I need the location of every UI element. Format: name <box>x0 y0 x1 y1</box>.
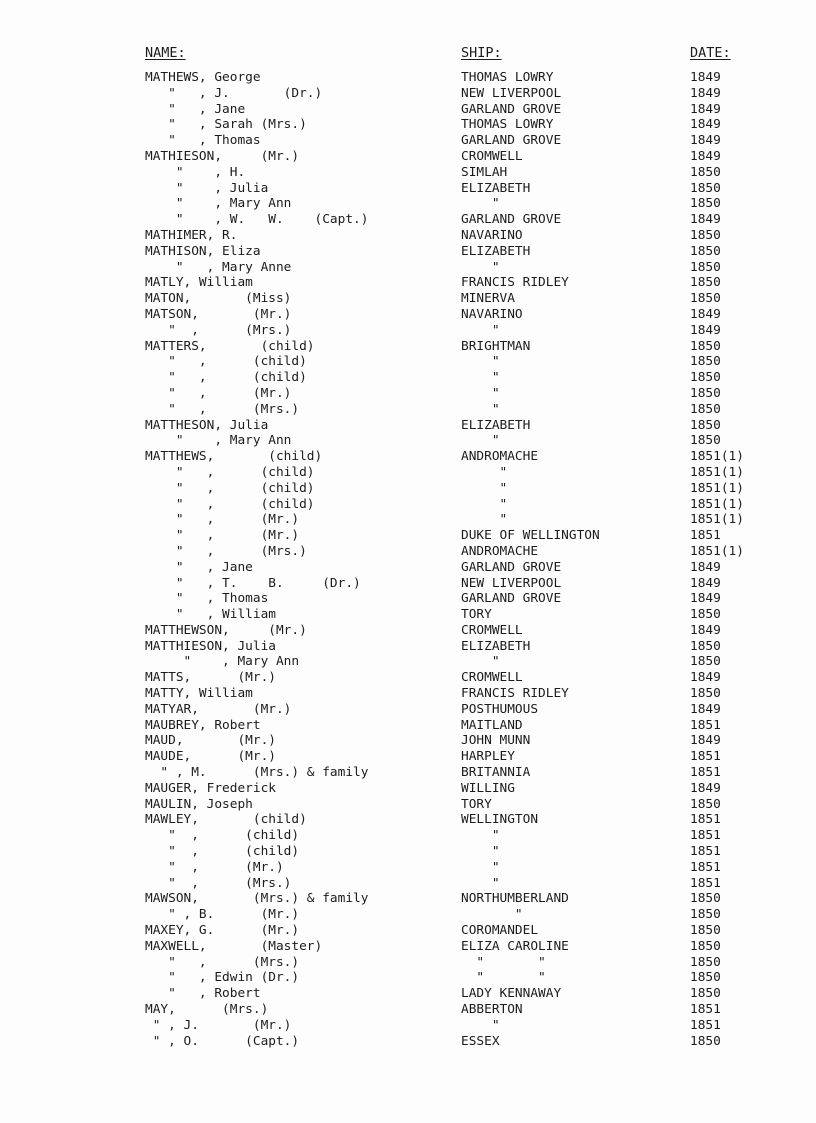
entry-name: " , Thomas <box>145 591 269 607</box>
list-row <box>0 149 816 165</box>
entry-date: 1850 <box>690 385 721 401</box>
entry-ship: FRANCIS RIDLEY <box>461 275 569 291</box>
entry-date: 1849 <box>690 101 721 117</box>
entry-date: 1850 <box>690 275 721 291</box>
entry-date: 1849 <box>690 306 721 322</box>
entry-name: " , (child) <box>145 844 300 860</box>
list-row <box>0 765 816 781</box>
entry-name: " , (Mrs.) <box>145 543 307 559</box>
list-row <box>0 497 816 513</box>
entry-name: " , Mary Ann <box>145 654 300 670</box>
entry-date: 1851 <box>690 1002 721 1018</box>
entry-date: 1850 <box>690 338 721 354</box>
entry-ship: GARLAND GROVE <box>461 591 562 607</box>
entry-name: MATTS, (Mr.) <box>145 670 276 686</box>
entry-ship: ABBERTON <box>461 1002 523 1018</box>
entry-ship: ESSEX <box>461 1033 500 1049</box>
entry-ship: GARLAND GROVE <box>461 212 562 228</box>
entry-date: 1849 <box>690 70 721 85</box>
entry-date: 1850 <box>690 923 721 939</box>
entry-ship: GARLAND GROVE <box>461 133 562 149</box>
list-row <box>0 418 816 434</box>
entry-ship: WILLING <box>461 780 515 796</box>
entry-ship: " <box>461 496 508 512</box>
entry-ship: HARPLEY <box>461 749 515 765</box>
entry-date: 1851 <box>690 1017 721 1033</box>
passenger-list <box>0 70 816 1049</box>
entry-date: 1849 <box>690 780 721 796</box>
header-date: DATE: <box>690 45 731 61</box>
list-row <box>0 955 816 971</box>
entry-ship: ELIZABETH <box>461 243 531 259</box>
entry-ship: " <box>461 875 500 891</box>
header-ship: SHIP: <box>461 45 502 61</box>
entry-name: " , (Mrs.) <box>145 954 300 970</box>
entry-ship: " <box>461 354 500 370</box>
entry-name: MATTY, William <box>145 686 253 702</box>
entry-date: 1851 <box>690 749 721 765</box>
list-row <box>0 481 816 497</box>
list-row <box>0 670 816 686</box>
entry-name: " , (child) <box>145 828 300 844</box>
entry-name: " , M. (Mrs.) & family <box>145 765 369 781</box>
entry-name: " , (Mr.) <box>145 859 284 875</box>
entry-date: 1851 <box>690 875 721 891</box>
entry-name: MATTHESON, Julia <box>145 417 269 433</box>
entry-name: MATYAR, (Mr.) <box>145 701 292 717</box>
column-header-row <box>0 44 816 62</box>
entry-name: " , J. (Mr.) <box>145 1017 292 1033</box>
entry-date: 1850 <box>690 891 721 907</box>
entry-ship: BRITANNIA <box>461 765 531 781</box>
entry-ship: " <box>461 654 500 670</box>
entry-name: MAUBREY, Robert <box>145 717 261 733</box>
list-row <box>0 275 816 291</box>
entry-ship: " <box>461 844 500 860</box>
entry-date: 1851(1) <box>690 464 744 480</box>
entry-ship: " <box>461 907 523 923</box>
entry-ship: LADY KENNAWAY <box>461 986 562 1002</box>
entry-name: " , William <box>145 607 276 623</box>
entry-ship: FRANCIS RIDLEY <box>461 686 569 702</box>
list-row <box>0 560 816 576</box>
entry-date: 1850 <box>690 180 721 196</box>
entry-name: MATHISON, Eliza <box>145 243 261 259</box>
list-row <box>0 654 816 670</box>
entry-ship: " <box>461 196 500 212</box>
entry-date: 1851 <box>690 717 721 733</box>
list-row <box>0 370 816 386</box>
entry-ship: " <box>461 370 500 386</box>
entry-date: 1849 <box>690 622 721 638</box>
entry-name: " , B. (Mr.) <box>145 907 300 923</box>
entry-date: 1851(1) <box>690 512 744 528</box>
entry-name: " , H. <box>145 164 246 180</box>
entry-date: 1850 <box>690 938 721 954</box>
list-row <box>0 102 816 118</box>
entry-ship: BRIGHTMAN <box>461 338 531 354</box>
list-row <box>0 623 816 639</box>
entry-name: MATHIMER, R. <box>145 227 238 243</box>
entry-date: 1850 <box>690 259 721 275</box>
entry-ship: POSTHUMOUS <box>461 701 539 717</box>
list-row <box>0 307 816 323</box>
entry-ship: NAVARINO <box>461 306 523 322</box>
entry-name: MAWLEY, (child) <box>145 812 307 828</box>
entry-name: " , Mary Ann <box>145 433 292 449</box>
entry-ship: GARLAND GROVE <box>461 101 562 117</box>
list-row <box>0 196 816 212</box>
list-row <box>0 844 816 860</box>
entry-ship: ELIZABETH <box>461 638 531 654</box>
entry-date: 1851(1) <box>690 543 744 559</box>
entry-name: MATTHEWS, (child) <box>145 449 323 465</box>
list-row <box>0 386 816 402</box>
entry-name: " , (Mrs.) <box>145 401 300 417</box>
list-row <box>0 576 816 592</box>
entry-ship: MAITLAND <box>461 717 523 733</box>
list-row <box>0 260 816 276</box>
entry-ship: " <box>461 859 500 875</box>
entry-ship: NAVARINO <box>461 227 523 243</box>
entry-date: 1850 <box>690 986 721 1002</box>
entry-name: " , (child) <box>145 464 315 480</box>
entry-date: 1850 <box>690 796 721 812</box>
list-row <box>0 907 816 923</box>
entry-ship: ELIZABETH <box>461 180 531 196</box>
entry-name: MAUD, (Mr.) <box>145 733 276 749</box>
entry-date: 1850 <box>690 227 721 243</box>
entry-date: 1850 <box>690 686 721 702</box>
list-row <box>0 1018 816 1034</box>
entry-name: " , (child) <box>145 370 307 386</box>
entry-ship: CROMWELL <box>461 670 523 686</box>
list-row <box>0 86 816 102</box>
list-row <box>0 828 816 844</box>
entry-ship: ELIZA CAROLINE <box>461 938 569 954</box>
entry-ship: " <box>461 433 500 449</box>
entry-date: 1850 <box>690 970 721 986</box>
list-row <box>0 512 816 528</box>
entry-date: 1850 <box>690 196 721 212</box>
entry-name: MAXWELL, (Master) <box>145 938 323 954</box>
list-row <box>0 117 816 133</box>
entry-ship: " <box>461 385 500 401</box>
entry-name: MATTERS, (child) <box>145 338 315 354</box>
list-row <box>0 402 816 418</box>
entry-date: 1850 <box>690 638 721 654</box>
entry-name: " , Mary Anne <box>145 259 292 275</box>
entry-name: " , Mary Ann <box>145 196 292 212</box>
entry-date: 1849 <box>690 670 721 686</box>
entry-name: MATHIESON, (Mr.) <box>145 148 300 164</box>
entry-date: 1849 <box>690 701 721 717</box>
entry-date: 1849 <box>690 148 721 164</box>
entry-ship: " <box>461 1017 500 1033</box>
list-row <box>0 1002 816 1018</box>
list-row <box>0 433 816 449</box>
list-row <box>0 70 816 86</box>
entry-name: " , Jane <box>145 101 246 117</box>
entry-date: 1850 <box>690 907 721 923</box>
entry-date: 1851 <box>690 859 721 875</box>
entry-date: 1851 <box>690 765 721 781</box>
list-row <box>0 339 816 355</box>
entry-ship: COROMANDEL <box>461 923 539 939</box>
list-row <box>0 986 816 1002</box>
entry-name: MATHEWS, George <box>145 70 261 85</box>
entry-name: MATTHEWSON, (Mr.) <box>145 622 307 638</box>
list-row <box>0 449 816 465</box>
entry-date: 1850 <box>690 401 721 417</box>
list-row <box>0 354 816 370</box>
list-row <box>0 733 816 749</box>
entry-date: 1849 <box>690 575 721 591</box>
entry-ship: TORY <box>461 607 492 623</box>
entry-name: MAUDE, (Mr.) <box>145 749 276 765</box>
entry-name: MATSON, (Mr.) <box>145 306 292 322</box>
entry-date: 1850 <box>690 164 721 180</box>
list-row <box>0 812 816 828</box>
list-row <box>0 639 816 655</box>
entry-date: 1849 <box>690 591 721 607</box>
entry-ship: DUKE OF WELLINGTON <box>461 528 600 544</box>
entry-name: " , (Mr.) <box>145 385 292 401</box>
entry-ship: " <box>461 512 508 528</box>
entry-ship: SIMLAH <box>461 164 508 180</box>
list-row <box>0 891 816 907</box>
entry-date: 1850 <box>690 291 721 307</box>
list-row <box>0 544 816 560</box>
list-row <box>0 970 816 986</box>
entry-date: 1851(1) <box>690 449 744 465</box>
entry-name: " , Edwin (Dr.) <box>145 970 300 986</box>
list-row <box>0 591 816 607</box>
entry-date: 1849 <box>690 322 721 338</box>
list-row <box>0 923 816 939</box>
entry-ship: " " <box>461 970 546 986</box>
entry-date: 1850 <box>690 354 721 370</box>
list-row <box>0 528 816 544</box>
entry-date: 1850 <box>690 954 721 970</box>
entry-date: 1851 <box>690 812 721 828</box>
list-row <box>0 133 816 149</box>
list-row <box>0 607 816 623</box>
entry-name: " , (child) <box>145 496 315 512</box>
header-name: NAME: <box>145 45 186 61</box>
entry-date: 1850 <box>690 243 721 259</box>
list-row <box>0 781 816 797</box>
entry-name: MATON, (Miss) <box>145 291 292 307</box>
entry-date: 1850 <box>690 370 721 386</box>
list-row <box>0 876 816 892</box>
entry-name: MAWSON, (Mrs.) & family <box>145 891 369 907</box>
entry-date: 1851(1) <box>690 480 744 496</box>
entry-name: " , (Mr.) <box>145 528 300 544</box>
entry-ship: THOMAS LOWRY <box>461 117 554 133</box>
entry-name: " , Julia <box>145 180 269 196</box>
list-row <box>0 244 816 260</box>
entry-date: 1849 <box>690 133 721 149</box>
entry-date: 1850 <box>690 1033 721 1049</box>
entry-ship: JOHN MUNN <box>461 733 531 749</box>
entry-ship: ANDROMACHE <box>461 543 539 559</box>
entry-name: " , T. B. (Dr.) <box>145 575 361 591</box>
entry-name: " , J. (Dr.) <box>145 85 323 101</box>
entry-ship: CROMWELL <box>461 148 523 164</box>
list-row <box>0 1034 816 1050</box>
list-row <box>0 212 816 228</box>
entry-date: 1849 <box>690 117 721 133</box>
entry-date: 1849 <box>690 85 721 101</box>
entry-name: " , (Mrs.) <box>145 322 292 338</box>
entry-ship: " <box>461 401 500 417</box>
entry-date: 1850 <box>690 417 721 433</box>
entry-name: " , (child) <box>145 354 307 370</box>
entry-name: MATLY, William <box>145 275 253 291</box>
entry-ship: " <box>461 322 500 338</box>
entry-date: 1851 <box>690 528 721 544</box>
list-row <box>0 181 816 197</box>
entry-date: 1850 <box>690 654 721 670</box>
entry-name: MAUGER, Frederick <box>145 780 276 796</box>
entry-name: " , Thomas <box>145 133 261 149</box>
entry-name: " , W. W. (Capt.) <box>145 212 369 228</box>
list-row <box>0 718 816 734</box>
entry-ship: " <box>461 259 500 275</box>
entry-date: 1849 <box>690 559 721 575</box>
list-row <box>0 165 816 181</box>
list-row <box>0 291 816 307</box>
entry-date: 1851(1) <box>690 496 744 512</box>
list-row <box>0 939 816 955</box>
entry-date: 1850 <box>690 433 721 449</box>
list-row <box>0 749 816 765</box>
entry-ship: NORTHUMBERLAND <box>461 891 569 907</box>
entry-date: 1849 <box>690 212 721 228</box>
entry-name: MAXEY, G. (Mr.) <box>145 923 300 939</box>
entry-date: 1851 <box>690 844 721 860</box>
list-row <box>0 323 816 339</box>
entry-name: " , Sarah (Mrs.) <box>145 117 307 133</box>
entry-ship: ANDROMACHE <box>461 449 539 465</box>
entry-ship: ELIZABETH <box>461 417 531 433</box>
entry-ship: GARLAND GROVE <box>461 559 562 575</box>
list-row <box>0 228 816 244</box>
entry-ship: " <box>461 480 508 496</box>
list-row <box>0 465 816 481</box>
list-row <box>0 702 816 718</box>
entry-name: " , (Mr.) <box>145 512 300 528</box>
entry-ship: MINERVA <box>461 291 515 307</box>
list-row <box>0 797 816 813</box>
entry-date: 1850 <box>690 607 721 623</box>
entry-name: MAY, (Mrs.) <box>145 1002 269 1018</box>
entry-ship: " <box>461 464 508 480</box>
entry-name: " , (Mrs.) <box>145 875 292 891</box>
entry-ship: CROMWELL <box>461 622 523 638</box>
entry-date: 1849 <box>690 733 721 749</box>
entry-date: 1851 <box>690 828 721 844</box>
entry-ship: THOMAS LOWRY <box>461 70 554 85</box>
entry-ship: NEW LIVERPOOL <box>461 85 562 101</box>
entry-name: " , Robert <box>145 986 261 1002</box>
entry-ship: NEW LIVERPOOL <box>461 575 562 591</box>
entry-name: MATTHIESON, Julia <box>145 638 276 654</box>
entry-name: MAULIN, Joseph <box>145 796 253 812</box>
entry-name: " , (child) <box>145 480 315 496</box>
list-row <box>0 686 816 702</box>
entry-name: " , O. (Capt.) <box>145 1033 300 1049</box>
entry-ship: WELLINGTON <box>461 812 539 828</box>
entry-ship: " <box>461 828 500 844</box>
entry-ship: TORY <box>461 796 492 812</box>
entry-name: " , Jane <box>145 559 253 575</box>
list-row <box>0 860 816 876</box>
entry-ship: " " <box>461 954 546 970</box>
